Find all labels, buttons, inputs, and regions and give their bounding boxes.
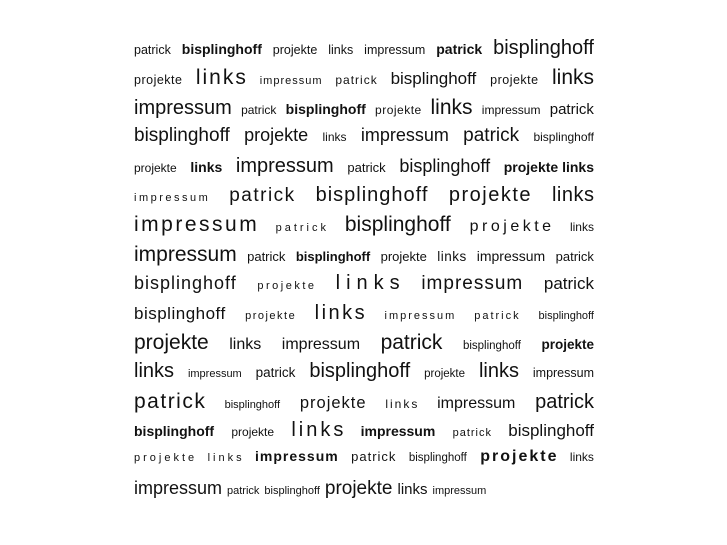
cloud-line	[134, 273, 594, 302]
cloud-line	[134, 479, 594, 508]
cloud-link[interactable]: links	[569, 450, 594, 465]
cloud-line	[134, 97, 594, 126]
cloud-link[interactable]: links	[229, 335, 262, 353]
cloud-link[interactable]: bisplinghoff	[264, 484, 320, 497]
cloud-link[interactable]: patrick	[452, 427, 492, 440]
cloud-line	[134, 420, 594, 449]
cloud-link[interactable]: impressum	[235, 154, 334, 177]
cloud-link[interactable]: impressum	[281, 335, 361, 353]
cloud-link[interactable]: patrick	[380, 330, 443, 354]
cloud-link[interactable]: bisplinghoff	[538, 309, 594, 322]
cloud-link[interactable]: patrick	[247, 248, 286, 264]
cloud-link[interactable]: impressum	[481, 102, 541, 117]
cloud-link[interactable]: links	[291, 419, 347, 442]
cloud-link[interactable]: bisplinghoff	[408, 452, 467, 465]
cloud-link[interactable]: impressum	[134, 213, 260, 237]
cloud-link[interactable]: patrick	[275, 222, 329, 235]
cloud-link[interactable]: projekte	[469, 218, 555, 236]
cloud-link[interactable]: bisplinghoff	[508, 421, 594, 441]
cloud-link[interactable]: links	[430, 95, 473, 119]
cloud-link[interactable]: links	[207, 452, 245, 465]
cloud-link[interactable]: projekte	[257, 280, 317, 293]
cloud-link[interactable]: links	[437, 248, 467, 264]
cloud-link[interactable]: projekte	[134, 160, 177, 175]
cloud-link[interactable]: projekte	[134, 330, 209, 354]
cloud-line	[134, 303, 594, 332]
cloud-link[interactable]: impressum	[437, 394, 516, 412]
cloud-link[interactable]: patrick	[335, 73, 378, 88]
cloud-link[interactable]: patrick	[535, 390, 594, 413]
cloud-line	[134, 391, 594, 420]
tag-cloud	[134, 38, 594, 508]
cloud-link[interactable]: projekte	[245, 309, 297, 322]
cloud-link[interactable]: bisplinghoff	[315, 183, 429, 206]
cloud-link[interactable]: impressum	[432, 484, 487, 497]
cloud-link[interactable]: bisplinghoff	[134, 125, 230, 147]
cloud-link[interactable]: links	[551, 66, 594, 90]
cloud-link[interactable]: patrick	[255, 365, 296, 381]
cloud-link[interactable]: bisplinghoff	[295, 248, 371, 264]
cloud-link[interactable]: projekte	[299, 393, 367, 412]
cloud-line	[134, 214, 594, 243]
cloud-link[interactable]: patrick	[463, 125, 520, 147]
cloud-link[interactable]: patrick	[347, 159, 386, 175]
cloud-link[interactable]: projekte	[375, 102, 422, 117]
cloud-link[interactable]: projekte	[134, 452, 198, 465]
cloud-link[interactable]: bisplinghoff	[533, 130, 594, 145]
cloud-link[interactable]: impressum	[134, 191, 211, 204]
cloud-link[interactable]: projekte	[480, 448, 559, 466]
cloud-link[interactable]: links	[190, 158, 223, 175]
cloud-link[interactable]: projekte	[324, 477, 393, 499]
cloud-link[interactable]: links	[322, 130, 347, 145]
cloud-link[interactable]: bisplinghoff	[134, 273, 237, 294]
cloud-link[interactable]: links	[397, 480, 428, 498]
cloud-link[interactable]: bisplinghoff	[462, 339, 521, 352]
cloud-link[interactable]: links	[478, 360, 519, 383]
cloud-line	[134, 67, 594, 96]
cloud-link[interactable]: patrick	[543, 274, 594, 294]
cloud-link[interactable]: patrick	[241, 102, 277, 117]
cloud-link[interactable]: projekte	[424, 368, 466, 381]
cloud-link[interactable]: projekte	[448, 183, 533, 206]
cloud-link[interactable]: bisplinghoff	[181, 41, 262, 57]
cloud-link[interactable]: bisplinghoff	[344, 213, 451, 237]
cloud-link[interactable]: bisplinghoff	[399, 155, 491, 176]
cloud-link[interactable]: projekte	[541, 336, 594, 352]
cloud-link[interactable]: projekte	[134, 73, 183, 88]
cloud-link[interactable]: impressum	[421, 273, 524, 295]
cloud-link[interactable]: bisplinghoff	[134, 423, 215, 440]
cloud-link[interactable]: impressum	[476, 247, 546, 264]
cloud-link[interactable]: impressum	[532, 366, 594, 381]
cloud-link[interactable]: links	[569, 220, 594, 235]
cloud-link[interactable]: bisplinghoff	[285, 100, 366, 117]
cloud-link[interactable]: impressum	[134, 477, 223, 498]
cloud-link[interactable]: links	[335, 272, 406, 295]
cloud-link[interactable]: links	[195, 66, 248, 90]
cloud-link[interactable]: impressum	[134, 242, 237, 266]
cloud-link[interactable]: links	[385, 396, 420, 411]
cloud-link[interactable]: impressum	[134, 96, 232, 119]
cloud-link[interactable]: patrick	[134, 43, 171, 57]
cloud-link[interactable]: bisplinghoff	[390, 69, 477, 89]
cloud-link[interactable]: patrick	[134, 389, 207, 413]
cloud-link[interactable]: patrick	[549, 100, 594, 118]
cloud-link[interactable]: patrick	[227, 484, 260, 497]
cloud-link[interactable]: projekte links	[503, 158, 594, 175]
cloud-line	[134, 156, 594, 185]
cloud-link[interactable]: bisplinghoff	[224, 398, 281, 411]
cloud-link[interactable]: patrick	[351, 449, 397, 465]
cloud-link[interactable]: patrick	[229, 184, 296, 206]
cloud-link[interactable]: patrick	[474, 309, 521, 322]
cloud-link[interactable]: impressum	[364, 43, 426, 57]
cloud-link[interactable]: links	[134, 360, 175, 383]
cloud-line	[134, 185, 594, 214]
cloud-line	[134, 126, 594, 155]
cloud-line	[134, 449, 594, 478]
cloud-link[interactable]: projekte	[380, 248, 427, 264]
cloud-link[interactable]: impressum	[384, 309, 457, 322]
cloud-link[interactable]: patrick	[555, 248, 594, 264]
cloud-link[interactable]: bisplinghoff	[493, 37, 594, 59]
cloud-line	[134, 244, 594, 273]
cloud-link[interactable]: links	[328, 43, 354, 57]
cloud-link[interactable]: impressum	[360, 423, 436, 440]
cloud-link[interactable]: impressum	[187, 368, 242, 381]
cloud-line	[134, 361, 594, 390]
cloud-link[interactable]: impressum	[360, 125, 449, 146]
cloud-link[interactable]: impressum	[259, 75, 323, 88]
cloud-link[interactable]: impressum	[255, 448, 339, 465]
cloud-link[interactable]: links	[551, 183, 595, 206]
cloud-link[interactable]: links	[314, 301, 368, 324]
cloud-link[interactable]: projekte	[231, 425, 275, 440]
cloud-line	[134, 332, 594, 361]
cloud-link[interactable]: bisplinghoff	[134, 303, 226, 323]
cloud-link[interactable]: projekte	[272, 43, 318, 57]
cloud-link[interactable]: patrick	[436, 41, 483, 57]
cloud-link[interactable]: projekte	[244, 125, 309, 146]
cloud-link[interactable]: bisplinghoff	[309, 360, 411, 383]
cloud-link[interactable]: projekte	[490, 73, 539, 88]
cloud-line	[134, 38, 594, 67]
